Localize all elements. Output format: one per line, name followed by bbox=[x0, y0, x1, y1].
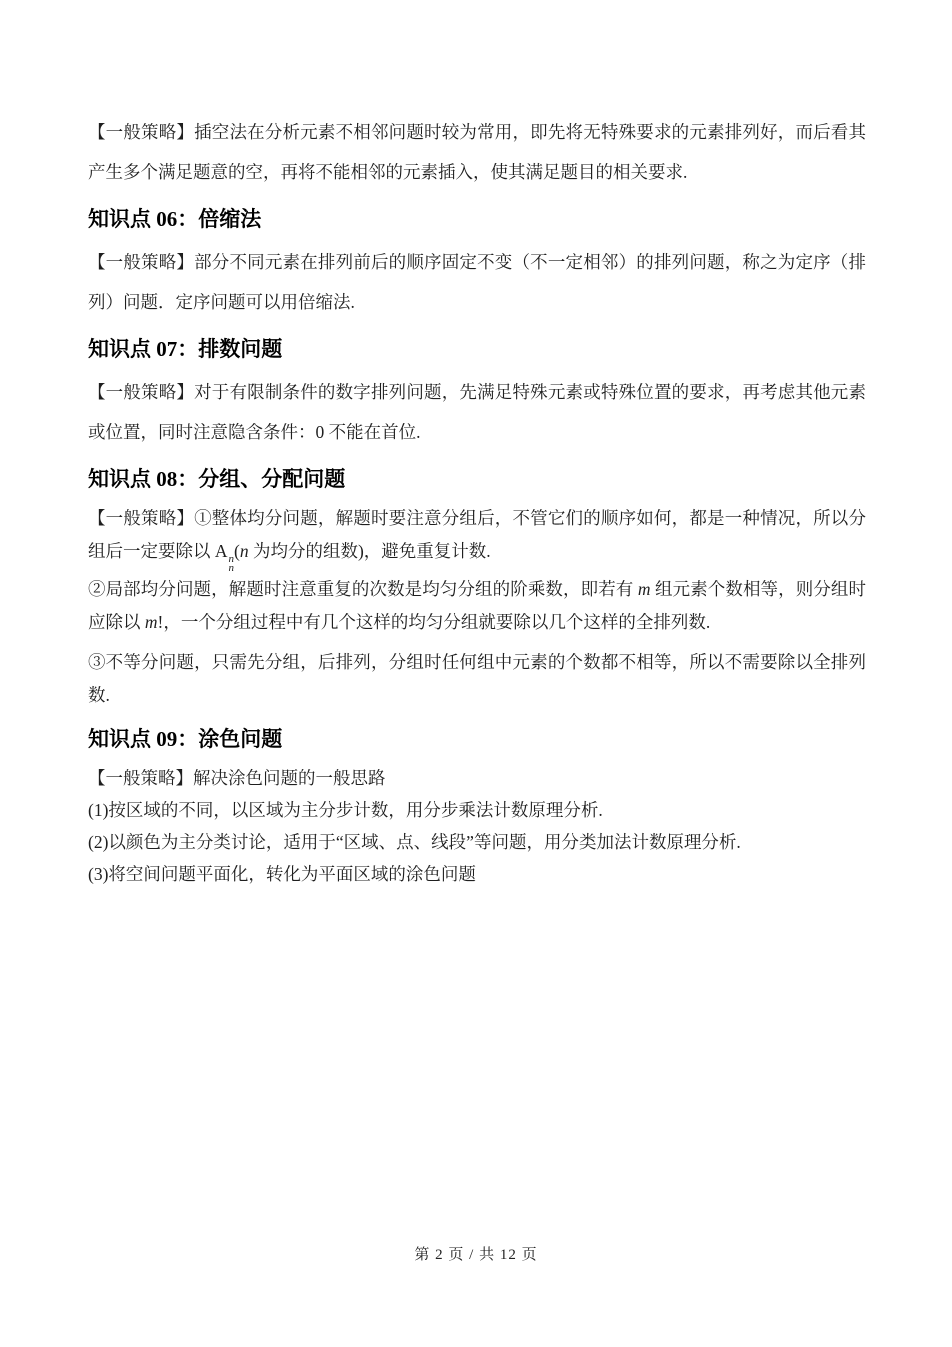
text-run: 【一般策略】对于有限制条件的数字排列问题，先满足特殊元素或特殊位置的要求，再考虑其他元素或位置，同时注意隐含条件：0 不能在首位. bbox=[88, 382, 866, 442]
text-run: 【一般策略】部分不同元素在排列前后的顺序固定不变（不一定相邻）的排列问题，称之为定序（排列）问题．定序问题可以用倍缩法. bbox=[88, 252, 866, 312]
body-paragraph bbox=[88, 242, 866, 322]
formula-subscript: n bbox=[228, 562, 235, 574]
text-run: (1)按区域的不同，以区域为主分步计数，用分步乘法计数原理分析. bbox=[88, 800, 603, 820]
body-paragraph bbox=[88, 794, 866, 826]
body-paragraph bbox=[88, 502, 866, 573]
body-paragraph bbox=[88, 826, 866, 858]
page-footer bbox=[0, 1243, 952, 1264]
knowledge-point-heading bbox=[88, 334, 866, 364]
math-formula-A-n-n bbox=[214, 541, 235, 574]
knowledge-point-heading bbox=[88, 724, 866, 754]
text-run: 知识点 08：分组、分配问题 bbox=[88, 467, 346, 491]
text-run: 知识点 09：涂色问题 bbox=[88, 727, 283, 751]
body-paragraph bbox=[88, 858, 866, 890]
body-paragraph bbox=[88, 112, 866, 192]
text-run: 【一般策略】解决涂色问题的一般思路 bbox=[88, 768, 386, 788]
text-run: 知识点 07：排数问题 bbox=[88, 337, 283, 361]
knowledge-point-heading bbox=[88, 204, 866, 234]
body-paragraph bbox=[88, 573, 866, 639]
text-run: !，一个分组过程中有几个这样的均匀分组就要除以几个这样的全排列数. bbox=[157, 612, 711, 632]
body-paragraph bbox=[88, 372, 866, 452]
text-run: ②局部均分问题，解题时注意重复的次数是均匀分组的阶乘数，即若有 bbox=[88, 579, 638, 599]
text-run: 知识点 06：倍缩法 bbox=[88, 207, 262, 231]
text-run: (3)将空间问题平面化，转化为平面区域的涂色问题 bbox=[88, 864, 476, 884]
page-number-text: 第 2 页 / 共 12 页 bbox=[414, 1247, 538, 1263]
text-run: (2)以颜色为主分类讨论，适用于“区域、点、线段”等问题，用分类加法计数原理分析. bbox=[88, 832, 741, 852]
formula-base: A bbox=[214, 541, 228, 561]
text-run: 【一般策略】插空法在分析元素不相邻问题时较为常用，即先将无特殊要求的元素排列好，而后看其产生多个满足题意的空，再将不能相邻的元素插入，使其满足题目的相关要求. bbox=[88, 122, 866, 182]
text-run: 组元素个数相等，则分组时应除以 bbox=[88, 579, 867, 632]
text-run: m bbox=[144, 612, 158, 632]
formula-superscript: n bbox=[228, 553, 235, 565]
text-run: 【一般策略】①整体均分问题，解题时要注意分组后，不管它们的顺序如何，都是一种情况，所以分组后一定要除以 bbox=[88, 508, 866, 561]
text-run: 为均分的组数)，避免重复计数. bbox=[248, 541, 491, 561]
content bbox=[88, 112, 866, 890]
body-paragraph bbox=[88, 762, 866, 794]
body-paragraph bbox=[88, 646, 866, 712]
text-run: ③不等分问题，只需先分组，后排列，分组时任何组中元素的个数都不相等，所以不需要除以全排列数. bbox=[88, 652, 866, 705]
text-run: ( bbox=[234, 541, 240, 561]
text-run: n bbox=[239, 541, 249, 561]
knowledge-point-heading bbox=[88, 464, 866, 494]
text-run: m bbox=[637, 579, 651, 599]
